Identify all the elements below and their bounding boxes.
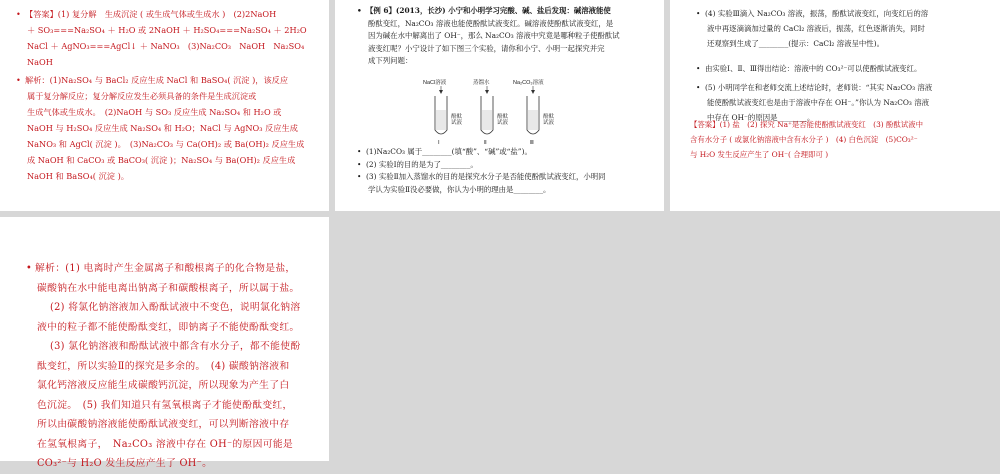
sub-questions (357, 146, 657, 196)
question-line: • (2) 实验Ⅰ的目的是为了________。 (357, 159, 478, 169)
q4-line: • (4) 实验Ⅲ滴入 Na₂CO₃ 溶液，振荡，酚酞试液变红，向变红后的溶 (696, 9, 929, 18)
tube-1-numeral: Ⅰ (438, 140, 440, 146)
analysis-line: 在氢氧根离子， Na₂CO₃ 溶液中存在 OH⁻的原因可能是 (37, 438, 294, 450)
q5-line: 中存在 OH⁻的原因是________。 (707, 113, 815, 122)
q5-line: • (5) 小明同学在和老师交流上述结论时，老师说：“其实 Na₂CO₃ 溶液 (696, 83, 933, 92)
answer-line: NaCl ＋ AgNO₃===AgCl↓ ＋ NaNO₃ (3)Na₂CO₃ NaOH Na₂SO₄ (27, 41, 305, 51)
answer-block (16, 6, 326, 70)
analysis-line: 所以由碳酸钠溶液能使酚酞试液变红，可以判断溶液中存 (37, 419, 290, 430)
answer-line: 与 H₂O 发生反应产生了 OH⁻( 合理即可 ) (690, 150, 829, 159)
question-intro (357, 5, 657, 68)
tube-2-numeral: Ⅱ (484, 140, 487, 146)
question-line: • (3) 实验Ⅱ加入蒸馏水的目的是探究水分子是否能使酚酞试液变红，小明同 (357, 172, 606, 181)
tube-3-numeral: Ⅲ (530, 140, 534, 146)
analysis-line: (2) 将氯化钠溶液加入酚酞试液中不变色，说明氯化钠溶 (50, 302, 301, 313)
answer-line: 含有水分子 ( 或氯化钠溶液中含有水分子 ) (4) 白色沉淀 (5)CO₃²⁻ (690, 135, 918, 144)
analysis-line: 碳酸钠在水中能电离出钠离子和碳酸根离子，所以属于盐。 (37, 282, 300, 294)
test-tube-figure (423, 78, 563, 146)
answer-line: ＋ SO₃===Na₂SO₄ ＋ H₂O 或 2NaOH ＋ H₂SO₄===Na₂SO₄ ＋ 2H₂O (27, 25, 307, 35)
slide-answer-example5 (0, 0, 329, 211)
tube-3-top-label: Na₂CO₃溶液 (513, 80, 544, 86)
intro-line: 因为碱在水中解离出了 OH⁻，那么 Na₂CO₃ 溶液中究竟是哪种粒子使酚酞试 (368, 31, 620, 40)
tube-2-inner-label: 酚酞试液 (497, 114, 509, 126)
answer-line: NaOH (27, 57, 53, 67)
question-4 (696, 6, 994, 51)
analysis-block (26, 259, 322, 474)
tube-3-inner-label: 酚酞试液 (543, 114, 555, 126)
q4-line: 液中再逐滴滴加过量的 CaCl₂ 溶液后，振荡，红色逐渐消失，同时 (707, 24, 925, 33)
analysis-line: 属于复分解反应；复分解反应发生必须具备的条件是生成沉淀或 (27, 91, 257, 101)
analysis-line: • 解析：(1) 电离时产生金属离子和酸根离子的化合物是盐， (26, 263, 296, 274)
analysis-block (16, 72, 326, 184)
analysis-line: 色沉淀。 (5) 我们知道只有氢氧根离子才能使酚酞变红， (37, 399, 293, 411)
analysis-line: NaOH 和 BaSO₄( 沉淀 )。 (27, 171, 129, 181)
conclusion (696, 61, 994, 76)
intro-line: 液变红呢？小宁设计了如下图三个实验，请你和小宁、小明一起探究并完 (368, 43, 605, 53)
answer-line: 【答案】(1) 盐 (2) 探究 Na⁺是否能使酚酞试液变红 (3) 酚酞试液中 (690, 120, 923, 129)
analysis-line: 液中的粒子都不能使酚酞变红，即钠离子不能使酚酞变红。 (37, 321, 300, 333)
intro-line: • 【例 6】(2013，长沙) 小宁和小明学习完酸、碱、盐后发现：碱溶液能使 (357, 6, 611, 15)
slide-example6-analysis (0, 217, 329, 469)
slide-example6-question (335, 0, 664, 211)
intro-line: 成下列问题： (368, 56, 413, 65)
tube-1-inner-label: 酚酞试液 (451, 114, 463, 126)
analysis-line: NaOH 与 H₂SO₄ 反应生成 Na₂SO₄ 和 H₂O；NaCl 与 AgNO₃ 反应生成 (27, 123, 298, 133)
intro-line: 酚酞变红，Na₂CO₃ 溶液也能使酚酞试液变红。碱溶液使酚酞试液变红，是 (368, 18, 614, 28)
analysis-line: 生成气体或生成水。 (2)NaOH 与 SO₃ 反应生成 Na₂SO₄ 和 H₂O 或 (27, 107, 282, 117)
question-line: • (1)Na₂CO₃ 属于________(填“酸”、“碱”或“盐”)。 (357, 147, 532, 156)
question-line: 学认为实验Ⅱ没必要做，你认为小明的理由是________。 (368, 184, 551, 194)
answer-block (690, 117, 996, 162)
slide-example6-continued (670, 0, 1000, 211)
analysis-line: (3) 氯化钠溶液和酚酞试液中都含有水分子，都不能使酚 (50, 341, 301, 352)
conclusion-line: • 由实验Ⅰ、Ⅱ、Ⅲ得出结论：溶液中的 CO₃²⁻可以使酚酞试液变红。 (696, 64, 922, 73)
analysis-line: CO₃²⁻与 H₂O 发生反应产生了 OH⁻。 (37, 458, 213, 469)
answer-line: • 【答案】(1) 复分解 生成沉淀 ( 或生成气体或生成水 ) (2)2NaOH (16, 9, 277, 19)
tube-1-top-label: NaCl溶液 (423, 80, 447, 86)
tube-2-top-label: 蒸馏水 (473, 80, 490, 86)
q5-line: 能使酚酞试液变红也是由于溶液中存在 OH⁻。”你认为 Na₂CO₃ 溶液 (707, 98, 930, 107)
analysis-line: 氯化钙溶液反应能生成碳酸钙沉淀，所以现象为产生了白 (37, 380, 290, 391)
q4-line: 还观察到生成了________(提示：CaCl₂ 溶液呈中性)。 (707, 39, 884, 48)
analysis-line: 成 NaOH 和 CaCO₃ 或 BaCO₃( 沉淀 )；Na₂SO₄ 与 Ba(OH)₂ 反应生成 (27, 155, 296, 165)
analysis-line: • 解析：(1)Na₂SO₄ 与 BaCl₂ 反应生成 NaCl 和 BaSO₄( 沉淀 )，该反应 (16, 75, 289, 85)
analysis-line: NaNO₃ 和 AgCl( 沉淀 )。 (3)Na₂CO₃ 与 Ca(OH)₂ 或 Ba(OH)₂ 反应生成 (27, 139, 305, 149)
analysis-line: 酞变红，所以实验Ⅱ的探究是多余的。 (4) 碳酸钠溶液和 (37, 360, 290, 372)
